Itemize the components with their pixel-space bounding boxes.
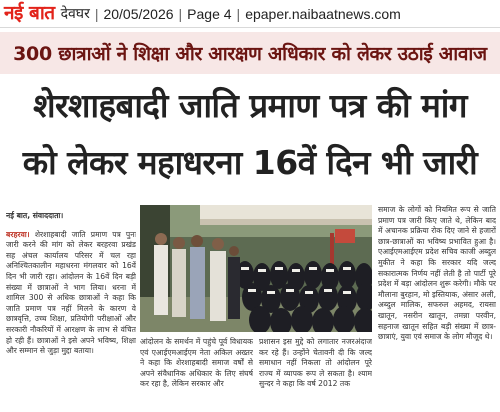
- column-1-body: शेरशाहबादी जाति प्रमाण पत्र पुनः जारी करने की मांग को लेकर बरहरवा प्रखंड सह अंचल कार्यालय परिसर में चल रहा अनिश्चितकालीन महाधरना मंगलवार को 16वें दिन भी जारी रहा। आंदोलन के 16वें दिन बड़ी संख्या में छात्राओं ने भाग लिया। धरना में शामिल 300 से अधिक छात्राओं ने कहा कि जाति प्रमाण पत्र नहीं मिलने के कारण वे छात्रवृत्ति, उच्च शिक्षा, प्रतियोगी परीक्षाओं और सरकारी नौकरियों में आरक्षण के लाभ से वंचित हो रही हैं। छात्राओं ने इसे अपने भविष्य, शिक्षा और सम्मान से जुड़ा मुद्दा बताया।: [6, 229, 136, 356]
- byline: नई बात, संवाददाता।: [6, 211, 64, 220]
- newspaper-logo[interactable]: [0, 0, 61, 28]
- headline-line-2: को लेकर महाधरना 16वें दिन भी जारी: [22, 143, 478, 182]
- article-column-1: [6, 205, 136, 412]
- page-number: Page 4: [187, 5, 232, 22]
- site-link[interactable]: epaper.naibaatnews.com: [245, 5, 401, 22]
- separator: |: [236, 5, 241, 22]
- article-kicker: [0, 32, 500, 74]
- separator: |: [178, 5, 183, 22]
- headline-line-1: शेरशाहबादी जाति प्रमाण पत्र की मांग: [33, 86, 467, 125]
- protest-photo[interactable]: [140, 205, 372, 332]
- separator: |: [94, 5, 99, 22]
- masthead-bar: [0, 0, 500, 28]
- edition-date: 20/05/2026: [103, 5, 174, 22]
- article-body: [0, 205, 500, 412]
- kicker-text: 300 छात्राओं ने शिक्षा और आरक्षण अधिकार को लेकर उठाई आवाज: [13, 43, 487, 65]
- protest-photo-illustration: [140, 205, 372, 332]
- column-1-text: [6, 230, 136, 357]
- column-2-text: आंदोलन के समर्थन में पहुंचे पूर्व विधायक एवं एआईएमआईएम नेता अकिल अख्तर ने कहा कि शेरशाहबादी समाज वर्षों से अपने संवैधानिक अधिकार के लिए संघर्ष कर रहा है, लेकिन सरकार और: [140, 337, 253, 389]
- edition-city: देवघर: [60, 5, 90, 21]
- column-4-text: समाज के लोगों को नियमित रूप से जाति प्रमाण पत्र जारी किए जाते थे, लेकिन बाद में अचानक प्रक्रिया रोक दिए जाने से हजारों छात्र-छात्राओं का भविष्य प्रभावित हुआ है। एआईएमआईएम प्रदेश सचिव काजी अब्दुल मुकीत ने कहा कि सरकार यदि जल्द सकारात्मक निर्णय नहीं लेती है तो पार्टी पूरे प्रदेश में बड़ा आंदोलन शुरू करेगी। मौके पर मौलाना बुरहान, मो इस्तियाक, अंसार अली, अब्दुल मालिक, सफरुल अहमद, रायसा खातून, नसरीन खातून, तमन्ना परवीन, सहनाज खातून सहित बड़ी संख्या में छात्र-छात्राएं, युवा एवं समाज के लोग मौजूद थे।: [378, 205, 496, 342]
- dateline: बरहरवा।: [6, 229, 30, 239]
- article-headline: [0, 78, 500, 192]
- article-lower-columns: [140, 337, 372, 412]
- edition-meta: [61, 4, 401, 23]
- logo-text: नई बात: [4, 2, 55, 24]
- article-column-4: [378, 205, 496, 412]
- column-3-text: प्रशासन इस मुद्दे को लगातार नजरअंदाज कर रहे हैं। उन्होंने चेतावनी दी कि जल्द समाधान नहीं निकला तो आंदोलन पूरे राज्य में व्यापक रूप ले सकता है। श्याम सुन्दर ने कहा कि वर्ष 2012 तक: [259, 337, 372, 389]
